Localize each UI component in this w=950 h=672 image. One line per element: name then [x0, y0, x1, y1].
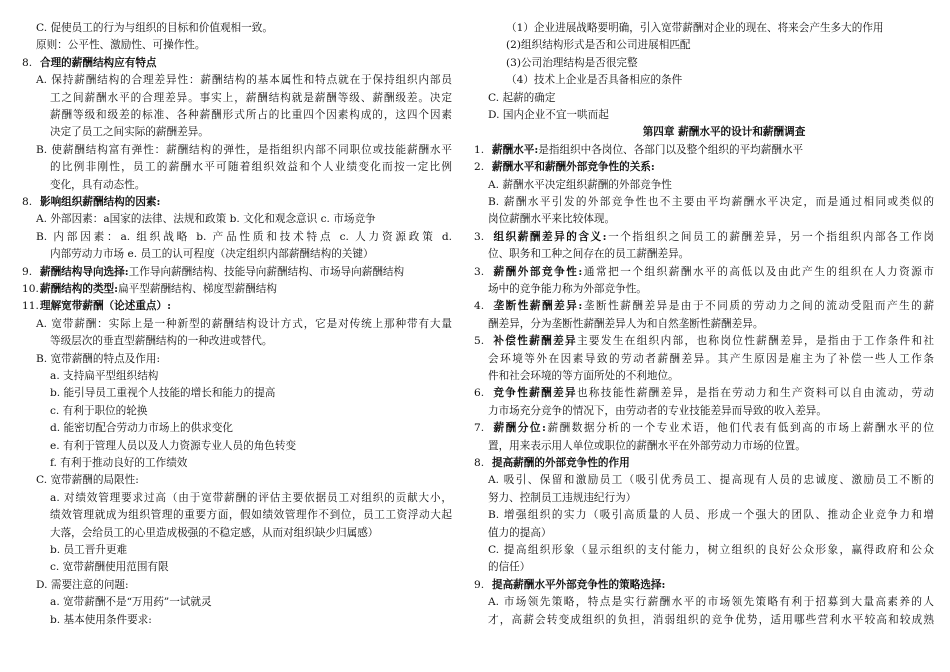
body-text: 也称技能性薪酬差异，是指在劳动力和生产资料可以自由流动，劳动 — [576, 387, 934, 400]
body-text: 力市场充分竞争的情况下，由劳动者的专业技能差异而导致的收入差异。 — [488, 404, 827, 417]
body-text: A. 市场领先策略，特点是实行薪酬水平的市场领先策略有利于招募到大量高素养的人 — [488, 596, 934, 609]
body-text: e. 有利于管理人员以及人力资源专业人员的角色转变 — [50, 439, 297, 452]
body-text: C. 促使员工的行为与组织的目标和价值观相一致。 — [36, 22, 273, 34]
body-text: B. 宽带薪酬的特点及作用: — [36, 352, 161, 365]
body-text: 大落，会给员工的心里造成极强的不稳定感，从而对组织缺少归属感） — [50, 526, 379, 539]
body-text: 主要发生在组织内部，也称岗位性薪酬差异，是指由于工作条件和社 — [576, 335, 934, 348]
text-line — [22, 124, 452, 141]
text-line — [22, 72, 452, 89]
body-text: 薪酬等级和级差的标准、各种薪酬形式所占的比重四个因素构成的，这四个因素 — [50, 109, 452, 121]
text-line — [474, 594, 934, 611]
numbered-item — [22, 281, 452, 298]
body-text: 会环境等外在因素导致的劳动者薪酬差异。其产生原因是雇主为了补偿一些人工作条 — [488, 352, 934, 365]
text-line — [474, 20, 934, 37]
text-line — [22, 438, 452, 455]
body-text: 通常把一个组织薪酬水平的高低以及由此产生的组织在人力资源市 — [582, 265, 934, 278]
heading-text: 薪酬外部竞争性: — [492, 265, 583, 278]
text-line — [474, 351, 934, 368]
item-number: 4. — [474, 300, 485, 313]
heading-text: 薪酬结构的类型: — [40, 283, 119, 295]
heading-text: 薪酬水平: — [492, 143, 539, 156]
text-line — [22, 559, 452, 576]
numbered-item — [474, 455, 934, 472]
text-line — [22, 351, 452, 368]
heading-text: 提高薪酬的外部竞争性的作用 — [492, 457, 630, 470]
numbered-item — [474, 159, 934, 176]
body-text: 场中的竞争能力称为外部竞争性。 — [488, 283, 647, 296]
text-line — [474, 107, 934, 124]
text-line — [22, 229, 452, 246]
heading-text: 竞争性薪酬差异 — [492, 387, 577, 400]
text-line — [474, 281, 934, 298]
body-text: C. 宽带薪酬的局限性: — [36, 474, 139, 487]
numbered-item — [474, 142, 934, 159]
body-text: b. 员工晋升更难 — [50, 544, 128, 557]
left-column — [22, 20, 452, 629]
body-text: d. 能密切配合劳动力市场上的供求变化 — [50, 422, 234, 435]
numbered-item — [474, 420, 934, 437]
text-line — [474, 490, 934, 507]
body-text: 位、职务和工种之间存在的员工薪酬差异。 — [488, 248, 690, 261]
text-line — [474, 472, 934, 489]
numbered-item — [22, 298, 452, 315]
heading-text: 薪酬分位: — [492, 422, 546, 435]
body-text: 一个指组织之间员工的薪酬差异，另一个指组织内部各工作岗 — [606, 230, 934, 243]
item-number: 3. — [474, 230, 485, 243]
body-text: A. 保持薪酬结构的合理差异性：薪酬结构的基本属性和特点就在于保持组织内部员 — [36, 74, 452, 87]
text-line — [474, 90, 934, 107]
item-number: 9. — [22, 265, 33, 278]
item-number: 7. — [474, 422, 485, 435]
numbered-item — [22, 264, 452, 281]
body-text: a. 宽带薪酬不是“万用药”一试就灵 — [50, 596, 212, 609]
body-text: 垄断性薪酬差异是由于不同质的劳动力之间的流动受阻而产生的薪 — [582, 300, 934, 313]
body-text: B. 使薪酬结构富有弹性：薪酬结构的弹性，是指组织内部不同职位或技能薪酬水平 — [36, 143, 452, 156]
item-number: 3. — [474, 265, 485, 278]
body-text: A. 薪酬水平决定组织薪酬的外部竞争性 — [488, 178, 672, 191]
numbered-item — [474, 264, 934, 281]
numbered-item — [474, 577, 934, 594]
body-text: A. 宽带薪酬：实际上是一种新型的薪酬结构设计方式，它是对传统上那种带有大量 — [36, 317, 452, 330]
text-line — [22, 211, 452, 228]
body-text: C. 提高组织形象（显示组织的支付能力，树立组织的良好公众形象，赢得政府和公众 — [488, 544, 934, 557]
body-text: （1）企业进展战略要明确，引入宽带薪酬对企业的现在、将来会产生多大的作用 — [506, 22, 884, 34]
body-text: 值力的提高） — [488, 526, 552, 539]
body-text: 薪酬数据分析的一个专业术语，他们代表有低到高的市场上薪酬水平的位 — [545, 422, 934, 435]
text-line — [22, 177, 452, 194]
numbered-item — [22, 194, 452, 211]
body-text: A. 吸引、保留和激励员工（吸引优秀员工、提高现有人员的忠诚度、激励员工不断的 — [488, 474, 934, 487]
body-text: b. 基本使用条件要求: — [50, 613, 152, 626]
text-line — [22, 107, 452, 124]
body-text: 变化，具有动态性。 — [50, 178, 146, 191]
item-number: 8. — [22, 56, 33, 69]
body-text: 的比例非刚性，员工的薪酬水平可随着组织效益和个人业绩变化而按一定比例 — [50, 161, 452, 174]
body-text: c. 宽带薪酬使用范围有限 — [50, 561, 169, 574]
text-line — [474, 316, 934, 333]
text-line — [22, 472, 452, 489]
text-line — [474, 72, 934, 89]
body-text: 内部劳动力市场 e. 员工的认可程度（决定组织内部薪酬结构的关键） — [50, 248, 374, 261]
text-line — [22, 20, 452, 37]
text-line — [22, 594, 452, 611]
text-line — [22, 577, 452, 594]
numbered-item — [22, 55, 452, 72]
body-text: (3)公司治理结构是否很完整 — [506, 56, 638, 69]
text-line — [22, 368, 452, 385]
numbered-item — [474, 385, 934, 402]
item-number: 11. — [22, 300, 39, 313]
text-line — [22, 90, 452, 107]
text-line — [474, 194, 934, 211]
text-line — [474, 403, 934, 420]
body-text: 决定了员工之间实际的薪酬差异。 — [50, 126, 209, 139]
text-line — [22, 403, 452, 420]
text-line — [22, 316, 452, 333]
text-line — [22, 542, 452, 559]
item-number: 8. — [474, 457, 485, 470]
body-text: D. 需要注意的问题: — [36, 578, 129, 591]
body-text: 绩效管理就成为组织管理的重要方面，假如绩效管理作不到位，员工工资浮动大起 — [50, 509, 452, 522]
item-number: 10. — [22, 283, 39, 295]
body-text: （4）技术上企业是否具备相应的条件 — [506, 74, 683, 87]
item-number: 9. — [474, 578, 485, 591]
text-line — [22, 525, 452, 542]
text-line — [474, 507, 934, 524]
text-line — [474, 542, 934, 559]
text-line — [22, 142, 452, 159]
numbered-item — [474, 333, 934, 350]
body-text: B. 薪酬水平引发的外部竞争性也不主要由平均薪酬水平决定，而是通过相同或类似的 — [488, 196, 934, 209]
text-line — [474, 55, 934, 72]
text-line — [474, 368, 934, 385]
text-line — [22, 455, 452, 472]
chapter-title — [474, 124, 934, 141]
body-text: B. 增强组织的实力（吸引高质量的人员、形成一个强大的团队、推动企业竞争力和增 — [488, 509, 934, 522]
body-text: 是指组织中各岗位、各部门以及整个组织的平均薪酬水平 — [538, 143, 804, 156]
text-line — [22, 385, 452, 402]
item-number: 2. — [474, 161, 485, 174]
heading-text: 组织薪酬差异的含义: — [492, 230, 607, 243]
text-line — [474, 438, 934, 455]
text-line — [474, 177, 934, 194]
body-text: 置，用来表示用人单位或职位的薪酬水平在外部劳动力市场的位置。 — [488, 439, 806, 452]
body-text: B. 内部因素：a. 组织战略 b. 产品性质和技术特点 c. 人力资源政策 d. — [36, 230, 452, 243]
body-text: D. 国内企业不宜一哄而起 — [488, 109, 609, 122]
body-text: 等级层次的垂直型薪酬结构的一种改进或替代。 — [50, 335, 273, 348]
body-text: (2)组织结构形式是否和公司进展相匹配 — [506, 39, 691, 52]
text-line — [22, 420, 452, 437]
heading-text: 第四章 薪酬水平的设计和薪酬调查 — [642, 126, 806, 139]
heading-text: 垄断性薪酬差异: — [492, 300, 583, 313]
body-text: 努力、控制员工违规违纪行为） — [488, 491, 637, 504]
body-text: 扁平型薪酬结构、梯度型薪酬结构 — [118, 283, 277, 295]
item-number: 1. — [474, 143, 485, 156]
item-number: 6. — [474, 387, 485, 400]
body-text: C. 起薪的确定 — [488, 91, 556, 104]
body-text: a. 对绩效管理要求过高（由于宽带薪酬的评估主要依据员工对组织的贡献大小， — [50, 491, 452, 504]
heading-text: 影响组织薪酬结构的因素: — [40, 195, 161, 208]
heading-text: 提高薪酬水平外部竞争性的策略选择: — [492, 578, 666, 591]
numbered-item — [474, 229, 934, 246]
right-column — [474, 20, 934, 629]
text-line — [474, 559, 934, 576]
body-text: A. 外部因素：a国家的法律、法规和政策 b. 文化和观念意识 c. 市场竞争 — [36, 213, 376, 226]
text-line — [474, 525, 934, 542]
body-text: b. 能引导员工重视个人技能的增长和能力的提高 — [50, 387, 276, 400]
body-text: 工之间薪酬水平的合理差异。事实上，薪酬结构就是薪酬等级、薪酬级差。决定 — [50, 91, 452, 104]
text-line — [474, 612, 934, 629]
body-text: 酬差异，分为垄断性薪酬差异人为和自然垄断性薪酬差异。 — [488, 317, 764, 330]
text-line — [22, 507, 452, 524]
text-line — [474, 211, 934, 228]
heading-text: 理解宽带薪酬（论述重点）: — [40, 300, 172, 313]
numbered-item — [474, 298, 934, 315]
item-number: 8. — [22, 195, 33, 208]
text-line — [22, 490, 452, 507]
text-line — [22, 159, 452, 176]
body-text: 件和社会环境的等方面所处的不利地位。 — [488, 370, 679, 383]
text-line — [22, 612, 452, 629]
heading-text: 薪酬结构导向选择: — [40, 265, 129, 278]
text-line — [22, 333, 452, 350]
heading-text: 薪酬水平和薪酬外部竞争性的关系: — [492, 161, 655, 174]
text-line — [474, 37, 934, 54]
body-text: c. 有利于职位的轮换 — [50, 404, 148, 417]
text-line — [474, 246, 934, 263]
heading-text: 合理的薪酬结构应有特点 — [40, 56, 157, 69]
item-number: 5. — [474, 335, 485, 348]
body-text: 才，高薪会转变成组织的负担，消弱组织的竞争优势，适用哪些营利水平较高和较成熟 — [488, 613, 934, 626]
text-line — [22, 246, 452, 263]
body-text: a. 支持扁平型组织结构 — [50, 370, 159, 383]
body-text: 岗位薪酬水平来比较体现。 — [488, 213, 616, 226]
body-text: 原则：公平性、激励性、可操作性。 — [36, 39, 206, 52]
text-line — [22, 37, 452, 54]
body-text: f. 有利于推动良好的工作绩效 — [50, 457, 188, 470]
heading-text: 补偿性薪酬差异 — [492, 335, 577, 348]
body-text: 工作导向薪酬结构、技能导向薪酬结构、市场导向薪酬结构 — [128, 265, 405, 278]
body-text: 的信任） — [488, 561, 531, 574]
